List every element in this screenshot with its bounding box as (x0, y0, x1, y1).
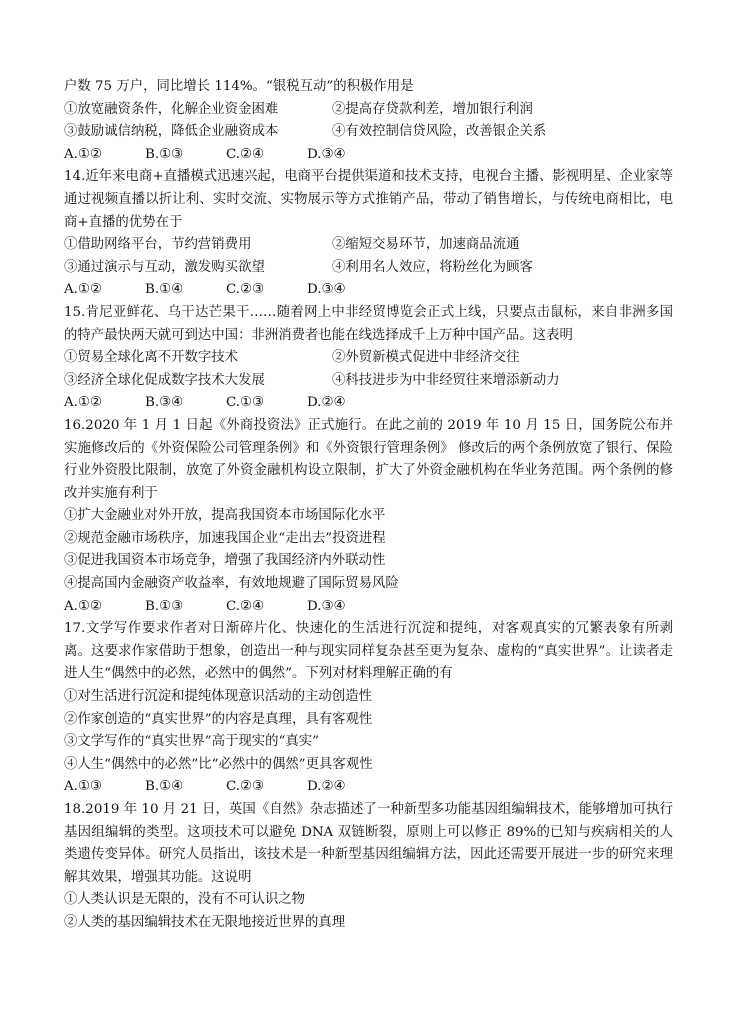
q17-answer-a: A.①③ (64, 779, 102, 795)
q16-answer-c: C.②④ (226, 598, 265, 614)
q15-answer-b: B.③④ (145, 395, 184, 411)
q13-options-row-2 (64, 121, 673, 144)
q15-answers (64, 392, 673, 415)
q14-options-row-2 (64, 257, 673, 280)
q16-option-4: ④提高国内金融资产收益率，有效地规避了国际贸易风险 (64, 576, 399, 592)
q14-option-4: ④利用名人效应，将粉丝化为顾客 (332, 259, 533, 275)
q13-option-4: ④有效控制信贷风险，改善银企关系 (332, 124, 547, 140)
q14-option-2: ②缩短交易环节，加速商品流通 (332, 237, 520, 253)
q14-option-3: ③通过演示与互动，激发购买欲望 (64, 259, 265, 275)
q16-option-3: ③促进我国资本市场竞争，增强了我国经济内外联动性 (64, 553, 386, 569)
q18-stem: 18.2019 年 10 月 21 日，英国《自然》杂志描述了一种新型多功能基因组编辑技术，能够增加可执行基因组编辑的类型。这项技术可以避免 DNA 双链断裂，原则上可以修正 89%的已知与疾病相关的人类遗传变异体。研究人员指出，该技术是一种新型基因组编辑方法，因此还需要开展进一步的研究来理解其效果，增强其功能。这说明 (64, 802, 673, 885)
q15-option-1: ①贸易全球化离不开数字技术 (64, 350, 239, 366)
q17-option-1: ①对生活进行沉淀和提纯体现意识活动的主动创造性 (64, 689, 372, 705)
q15-answer-d: D.②④ (307, 395, 346, 411)
q13-options-row-1 (64, 99, 673, 122)
q13-answer-d: D.③④ (307, 146, 346, 162)
q15-stem: 15.肯尼亚鲜花、乌干达芒果干……随着网上中非经贸博览会正式上线，只要点击鼠标，来自非洲多国的特产最快两天就可到达中国：非洲消费者也能在线选择成千上万种中国产品。这表明 (64, 304, 673, 343)
q15-option-2: ②外贸新模式促进中非经济交往 (332, 350, 520, 366)
q15-answer-c: C.①③ (226, 395, 265, 411)
q17-answers (64, 776, 673, 799)
q13-answers (64, 144, 673, 167)
q16-stem: 16.2020 年 1 月 1 日起《外商投资法》正式施行。在此之前的 2019 年 10 月 15 日，国务院公布并实施修改后的《外资保险公司管理条例》和《外资银行管理条例》 修改后的两个条例放宽了银行、保险行业外资股比限制，放宽了外资金融机构设立限制，扩大了外资金融机构在华业务范围。两个条例的修改并实施有利于 (64, 417, 673, 501)
q17-answer-b: B.①④ (145, 779, 184, 795)
q14-answer-d: D.③④ (307, 282, 346, 298)
q16-option-1: ①扩大金融业对外开放，提高我国资本市场国际化水平 (64, 508, 386, 524)
q14-answers (64, 279, 673, 302)
q14-option-1: ①借助网络平台，节约营销费用 (64, 237, 252, 253)
q15-options-row-2 (64, 370, 673, 393)
q17-answer-c: C.②③ (226, 779, 265, 795)
q13-answer-b: B.①③ (145, 146, 184, 162)
q15-option-3: ③经济全球化促成数字技术大发展 (64, 372, 265, 388)
q14-answer-a: A.①② (64, 282, 102, 298)
q13-stem-tail: 户数 75 万户，同比增长 114%。“银税互动”的积极作用是 (64, 79, 414, 94)
q13-option-3: ③鼓励诚信纳税，降低企业融资成本 (64, 124, 279, 140)
q16-answer-a: A.①② (64, 598, 102, 614)
q17-answer-d: D.②④ (307, 779, 346, 795)
q14-stem: 14.近年来电商+直播模式迅速兴起，电商平台提供渠道和技术支持，电视台主播、影视明星、企业家等通过视频直播以折让利、实时交流、实物展示等方式推销产品，带动了销售增长，与传统电商相比，电商+直播的优势在于 (64, 169, 673, 230)
q18-option-1: ①人类认识是无限的，没有不可认识之物 (64, 892, 306, 908)
q13-answer-c: C.②④ (226, 146, 265, 162)
q16-answers (64, 596, 673, 619)
q13-answer-a: A.①② (64, 146, 102, 162)
q17-stem: 17.文学写作要求作者对日渐碎片化、快速化的生活进行沉淀和提纯，对客观真实的冗繁表象有所剥离。这要求作家借助于想象，创造出一种与现实同样复杂甚至更为复杂、虚构的“真实世界”。让读者走进人生“偶然中的必然，必然中的偶然”。下列对材料理解正确的有 (64, 621, 673, 682)
q17-option-4: ④人生“偶然中的必然”比“必然中的偶然”更具客观性 (64, 756, 373, 772)
q16-answer-b: B.①③ (145, 598, 184, 614)
q17-option-2: ②作家创造的“真实世界”的内容是真理，具有客观性 (64, 711, 373, 727)
q14-options-row-1 (64, 234, 673, 257)
q13-option-2: ②提高存贷款利差，增加银行利润 (332, 101, 533, 117)
q15-options-row-1 (64, 347, 673, 370)
q14-answer-c: C.②③ (226, 282, 265, 298)
q15-answer-a: A.①② (64, 395, 102, 411)
q13-option-1: ①放宽融资条件，化解企业资金困难 (64, 101, 279, 117)
q17-option-3: ③文学写作的“真实世界”高于现实的“真实” (64, 734, 320, 750)
q18-option-2: ②人类的基因编辑技术在无限地接近世界的真理 (64, 914, 346, 930)
q16-option-2: ②规范金融市场秩序，加速我国企业“走出去”投资进程 (64, 530, 386, 546)
q16-answer-d: D.③④ (307, 598, 346, 614)
q15-option-4: ④科技进步为中非经贸往来增添新动力 (332, 372, 560, 388)
q14-answer-b: B.①④ (145, 282, 184, 298)
